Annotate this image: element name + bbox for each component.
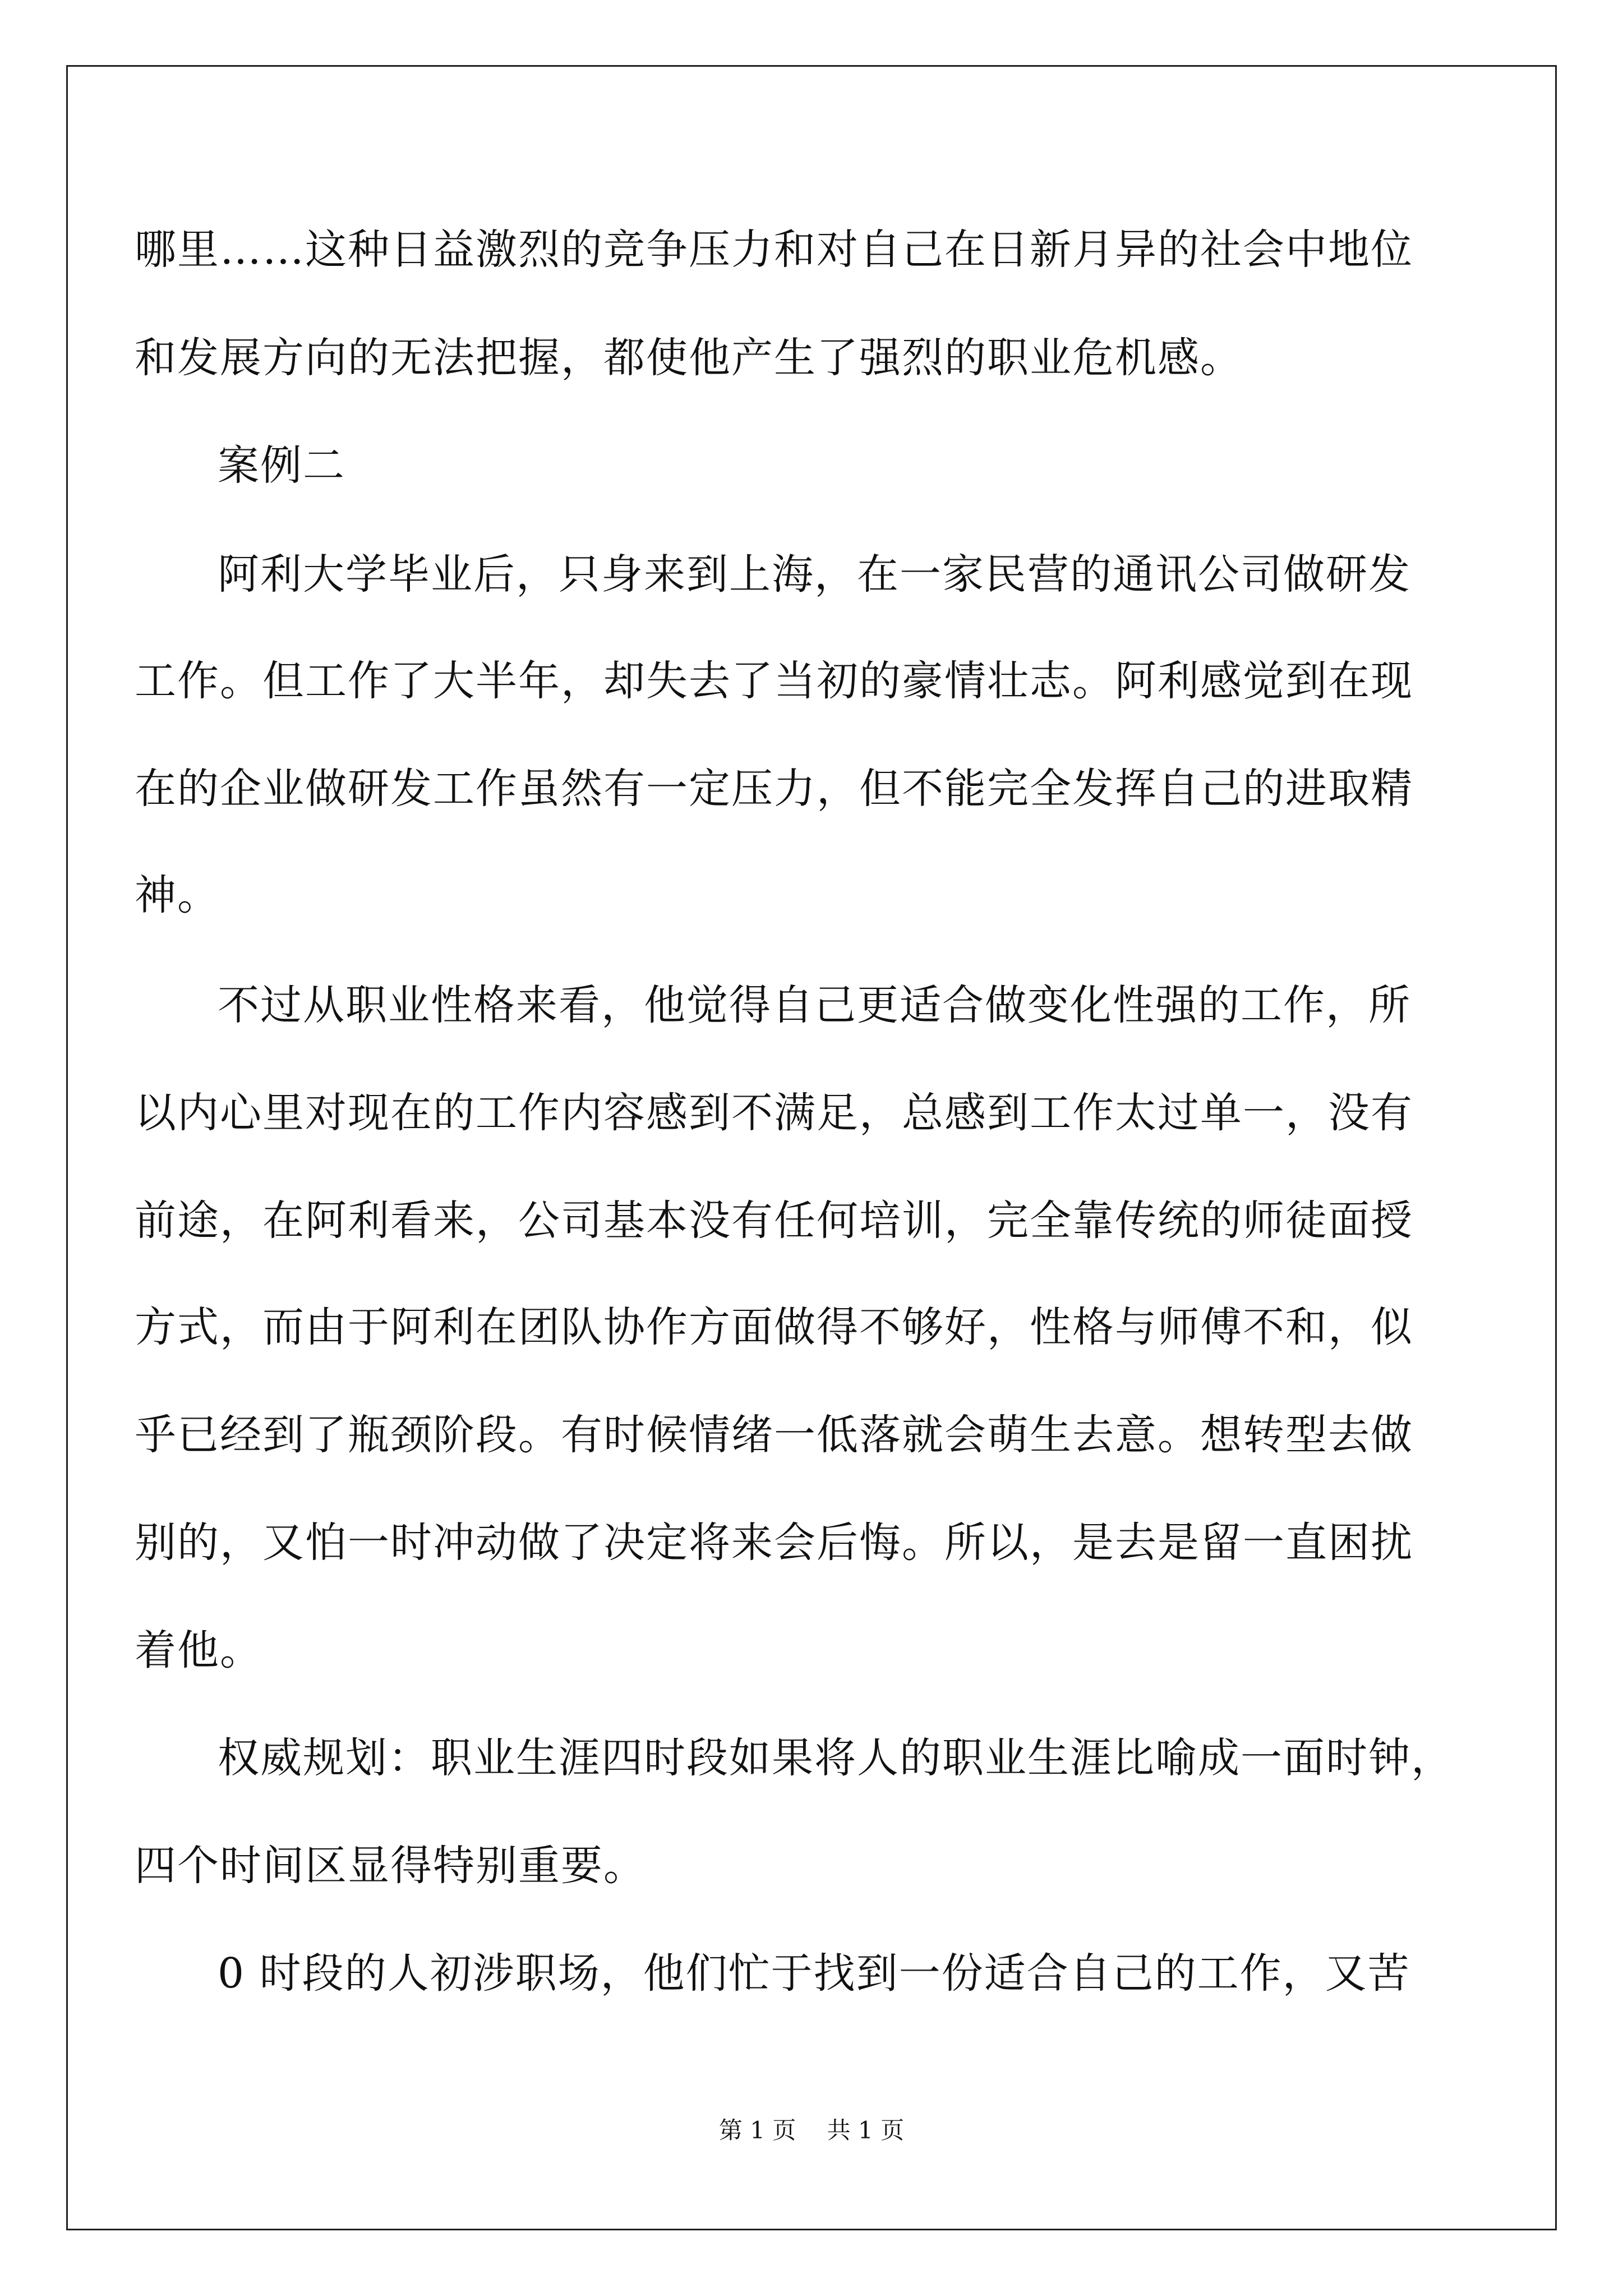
paragraph-line: 以内心里对现在的工作内容感到不满足，总感到工作太过单一，没有 <box>135 1089 1413 1137</box>
paragraph-line: 方式，而由于阿利在团队协作方面做得不够好，性格与师傅不和，似 <box>135 1303 1413 1351</box>
paragraph-line: 四个时间区显得特别重要。 <box>135 1842 646 1890</box>
paragraph-line: 0 时段的人初涉职场，他们忙于找到一份适合自己的工作，又苦 <box>218 1949 1410 1998</box>
page-border <box>66 65 1557 2230</box>
section-heading: 案例二 <box>218 441 345 490</box>
paragraph-line: 在的企业做研发工作虽然有一定压力，但不能完全发挥自己的进取精 <box>135 765 1413 813</box>
paragraph-line: 权威规划：职业生涯四时段如果将人的职业生涯比喻成一面时钟， <box>218 1734 1454 1782</box>
paragraph-line: 和发展方向的无法把握，都使他产生了强烈的职业危机感。 <box>135 334 1243 382</box>
paragraph-line: 阿利大学毕业后，只身来到上海，在一家民营的通讯公司做研发 <box>218 550 1411 599</box>
paragraph-line: 工作。但工作了大半年，却失去了当初的豪情壮志。阿利感觉到在现 <box>135 657 1413 705</box>
paragraph-line: 不过从职业性格来看，他觉得自己更适合做变化性强的工作，所 <box>218 981 1411 1029</box>
paragraph-line: 别的，又怕一时冲动做了决定将来会后悔。所以，是去是留一直困扰 <box>135 1519 1413 1567</box>
paragraph-line: 哪里……这种日益激烈的竞争压力和对自己在日新月异的社会中地位 <box>135 226 1413 274</box>
paragraph-line: 神。 <box>135 871 220 919</box>
paragraph-line: 前途，在阿利看来，公司基本没有任何培训，完全靠传统的师徒面授 <box>135 1197 1413 1245</box>
paragraph-line: 乎已经到了瓶颈阶段。有时候情绪一低落就会萌生去意。想转型去做 <box>135 1411 1413 1459</box>
page-footer: 第 1 页 共 1 页 <box>718 2116 905 2144</box>
paragraph-line: 着他。 <box>135 1626 262 1674</box>
